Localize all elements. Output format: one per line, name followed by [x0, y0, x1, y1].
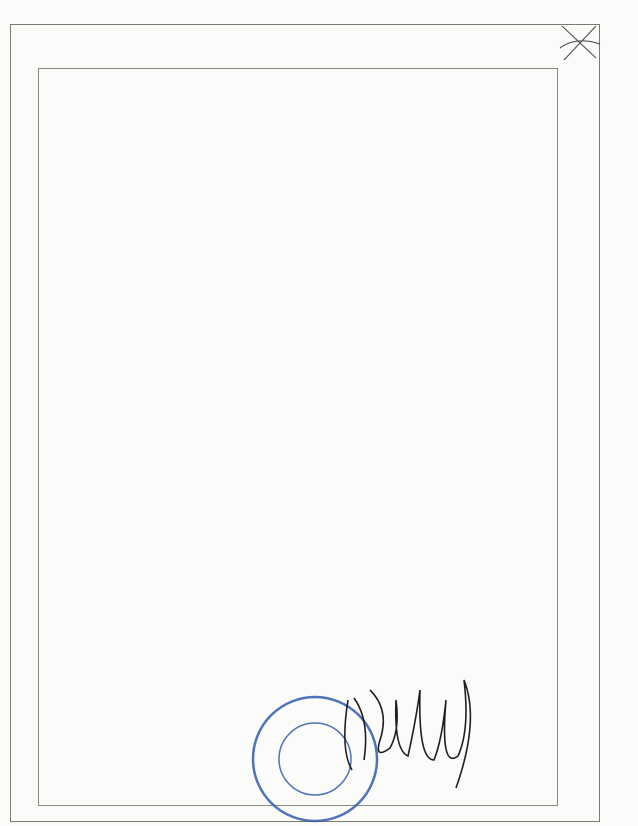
handwritten-signature — [330, 660, 490, 790]
corner-scribble-mark — [556, 18, 606, 68]
